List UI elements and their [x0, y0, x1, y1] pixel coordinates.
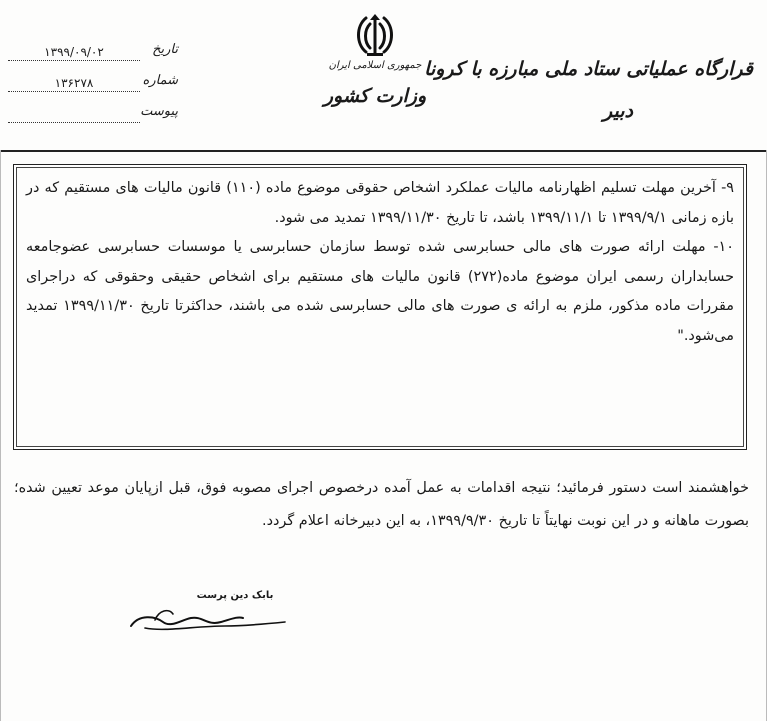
ministry-title: وزارت کشور [323, 85, 427, 107]
number-value-line [8, 75, 140, 92]
signatory-name: بابک دین پرست [196, 590, 274, 601]
quoted-resolution-box [13, 164, 747, 450]
attachment-value [72, 107, 76, 121]
date-label: تاریخ [152, 42, 178, 57]
header-divider [0, 150, 767, 152]
iran-emblem-icon [352, 12, 398, 58]
letterhead-organization-block [424, 58, 753, 122]
organization-title: قرارگاه عملیاتی ستاد ملی مبارزه با کرونا [424, 58, 753, 80]
number-row [8, 71, 178, 93]
number-value: ۱۳۶۲۷۸ [54, 76, 94, 90]
letterhead-ministry-block [300, 12, 450, 107]
attachment-value-line [8, 106, 140, 123]
number-label: شماره [142, 73, 178, 88]
date-value: ۱۳۹۹/۰۹/۰۲ [44, 45, 104, 59]
attachment-label: پیوست [140, 104, 178, 119]
resolution-item-9: ۹- آخرین مهلت تسلیم اظهارنامه مالیات عملکرد اشخاص حقوقی موضوع ماده (۱۱۰) قانون مالیات های مستقیم که در بازه زمانی ۱۳۹۹/۹/۱ تا ۱۳۹۹/۱۱/۱ باشد، تا تاریخ ۱۳۹۹/۱۱/۳۰ تمدید می شود. [26, 180, 734, 226]
page-edge-left [0, 150, 1, 721]
closing-paragraph: خواهشمند است دستور فرمائید؛ نتیجه اقدامات به عمل آمده درخصوص اجرای مصوبه فوق، قبل ازپایان موعد تعیین شده؛ بصورت ماهانه و در این نوبت نهایتاً تا تاریخ ۱۳۹۹/۹/۳۰، به این دبیرخانه اعلام گردد. [14, 480, 749, 529]
republic-label: جمهوری اسلامی ایران [328, 60, 422, 71]
secretariat-title: دبیر [603, 100, 633, 122]
date-row [8, 40, 178, 62]
date-value-line [8, 44, 140, 61]
resolution-item-10: ۱۰- مهلت ارائه صورت های مالی حسابرسی شده توسط سازمان حسابرسی یا موسسات حسابرسی عضوجامعه حسابداران رسمی ایران موضوع ماده(۲۷۲) قانون مالیات های مستقیم برای اشخاص حقیقی وحقوقی که دراجرای مقررات ماده مذکور، ملزم به ارائه ی صورت های مالی حسابرسی شده می باشند، حداکثرتا تاریخ ۱۳۹۹/۱۱/۳۰ تمدید می‌شود." [26, 239, 734, 344]
signature-block [125, 590, 295, 640]
letter-meta-block [8, 40, 178, 133]
handwritten-signature-icon [125, 596, 295, 640]
closing-paragraph-block [14, 472, 749, 538]
attachment-row [8, 102, 178, 124]
